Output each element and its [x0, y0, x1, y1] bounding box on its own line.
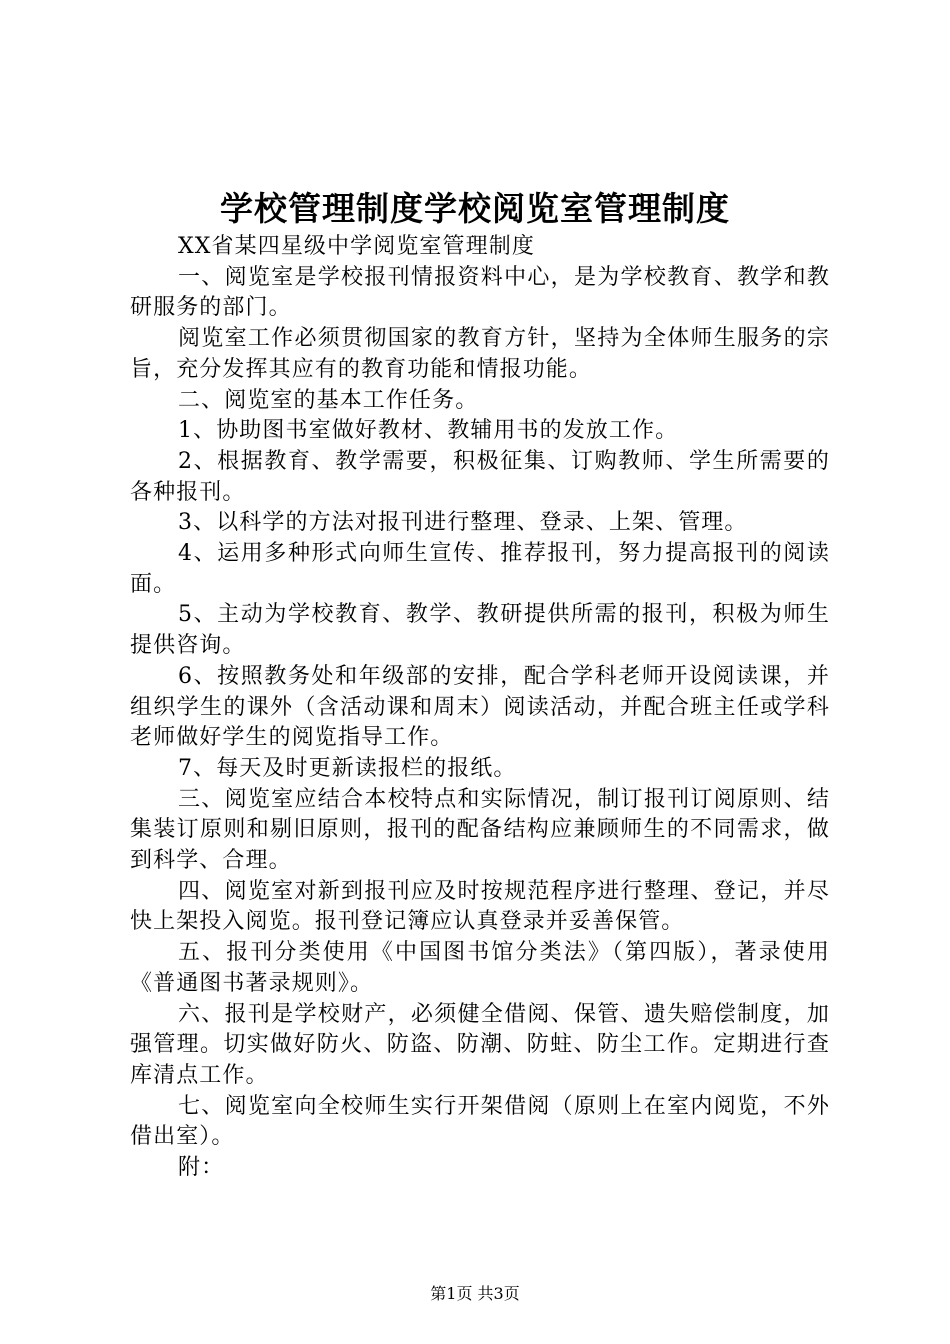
- paragraph: 六、报刊是学校财产，必须健全借阅、保管、遗失赔偿制度，加强管理。切实做好防火、防盗、防潮、防蛀、防尘工作。定期进行查库清点工作。: [130, 1001, 830, 1088]
- paragraph: 1、协助图书室做好教材、教辅用书的发放工作。: [178, 418, 679, 444]
- paragraph: 3、以科学的方法对报刊进行整理、登录、上架、管理。: [178, 510, 748, 536]
- paragraph: 4、运用多种形式向师生宣传、推荐报刊，努力提高报刊的阅读面。: [130, 541, 830, 597]
- paragraph: 四、阅览室对新到报刊应及时按规范程序进行整理、登记，并尽快上架投入阅览。报刊登记簿应认真登录并妥善保管。: [130, 878, 830, 935]
- page-number-footer: 第1页 共3页: [430, 1284, 520, 1303]
- document-body: [130, 232, 830, 1184]
- paragraph: 阅览室工作必须贯彻国家的教育方针，坚持为全体师生服务的宗旨，充分发挥其应有的教育功能和情报功能。: [130, 326, 830, 382]
- paragraph: XX省某四星级中学阅览室管理制度: [178, 234, 535, 259]
- paragraph: 5、主动为学校教育、教学、教研提供所需的报刊，积极为师生提供咨询。: [130, 602, 830, 659]
- document-title: 学校管理制度学校阅览室管理制度: [220, 189, 730, 228]
- paragraph: 七、阅览室向全校师生实行开架借阅（原则上在室内阅览，不外借出室）。: [130, 1093, 830, 1150]
- paragraph: 二、阅览室的基本工作任务。: [178, 387, 479, 413]
- paragraph: 一、阅览室是学校报刊情报资料中心，是为学校教育、教学和教研服务的部门。: [130, 264, 830, 321]
- paragraph: 2、根据教育、教学需要，积极征集、订购教师、学生所需要的各种报刊。: [130, 448, 830, 505]
- paragraph: 7、每天及时更新读报栏的报纸。: [178, 755, 517, 781]
- paragraph: 五、报刊分类使用《中国图书馆分类法》（第四版），著录使用《普通图书著录规则》。: [130, 940, 830, 996]
- paragraph: 6、按照教务处和年级部的安排，配合学科老师开设阅读课，并组织学生的课外（含活动课和周末）阅读活动，并配合班主任或学科老师做好学生的阅览指导工作。: [130, 663, 830, 751]
- paragraph: 附：: [178, 1155, 225, 1181]
- paragraph: 三、阅览室应结合本校特点和实际情况，制订报刊订阅原则、结集装订原则和剔旧原则，报刊的配备结构应兼顾师生的不同需求，做到科学、合理。: [130, 786, 830, 874]
